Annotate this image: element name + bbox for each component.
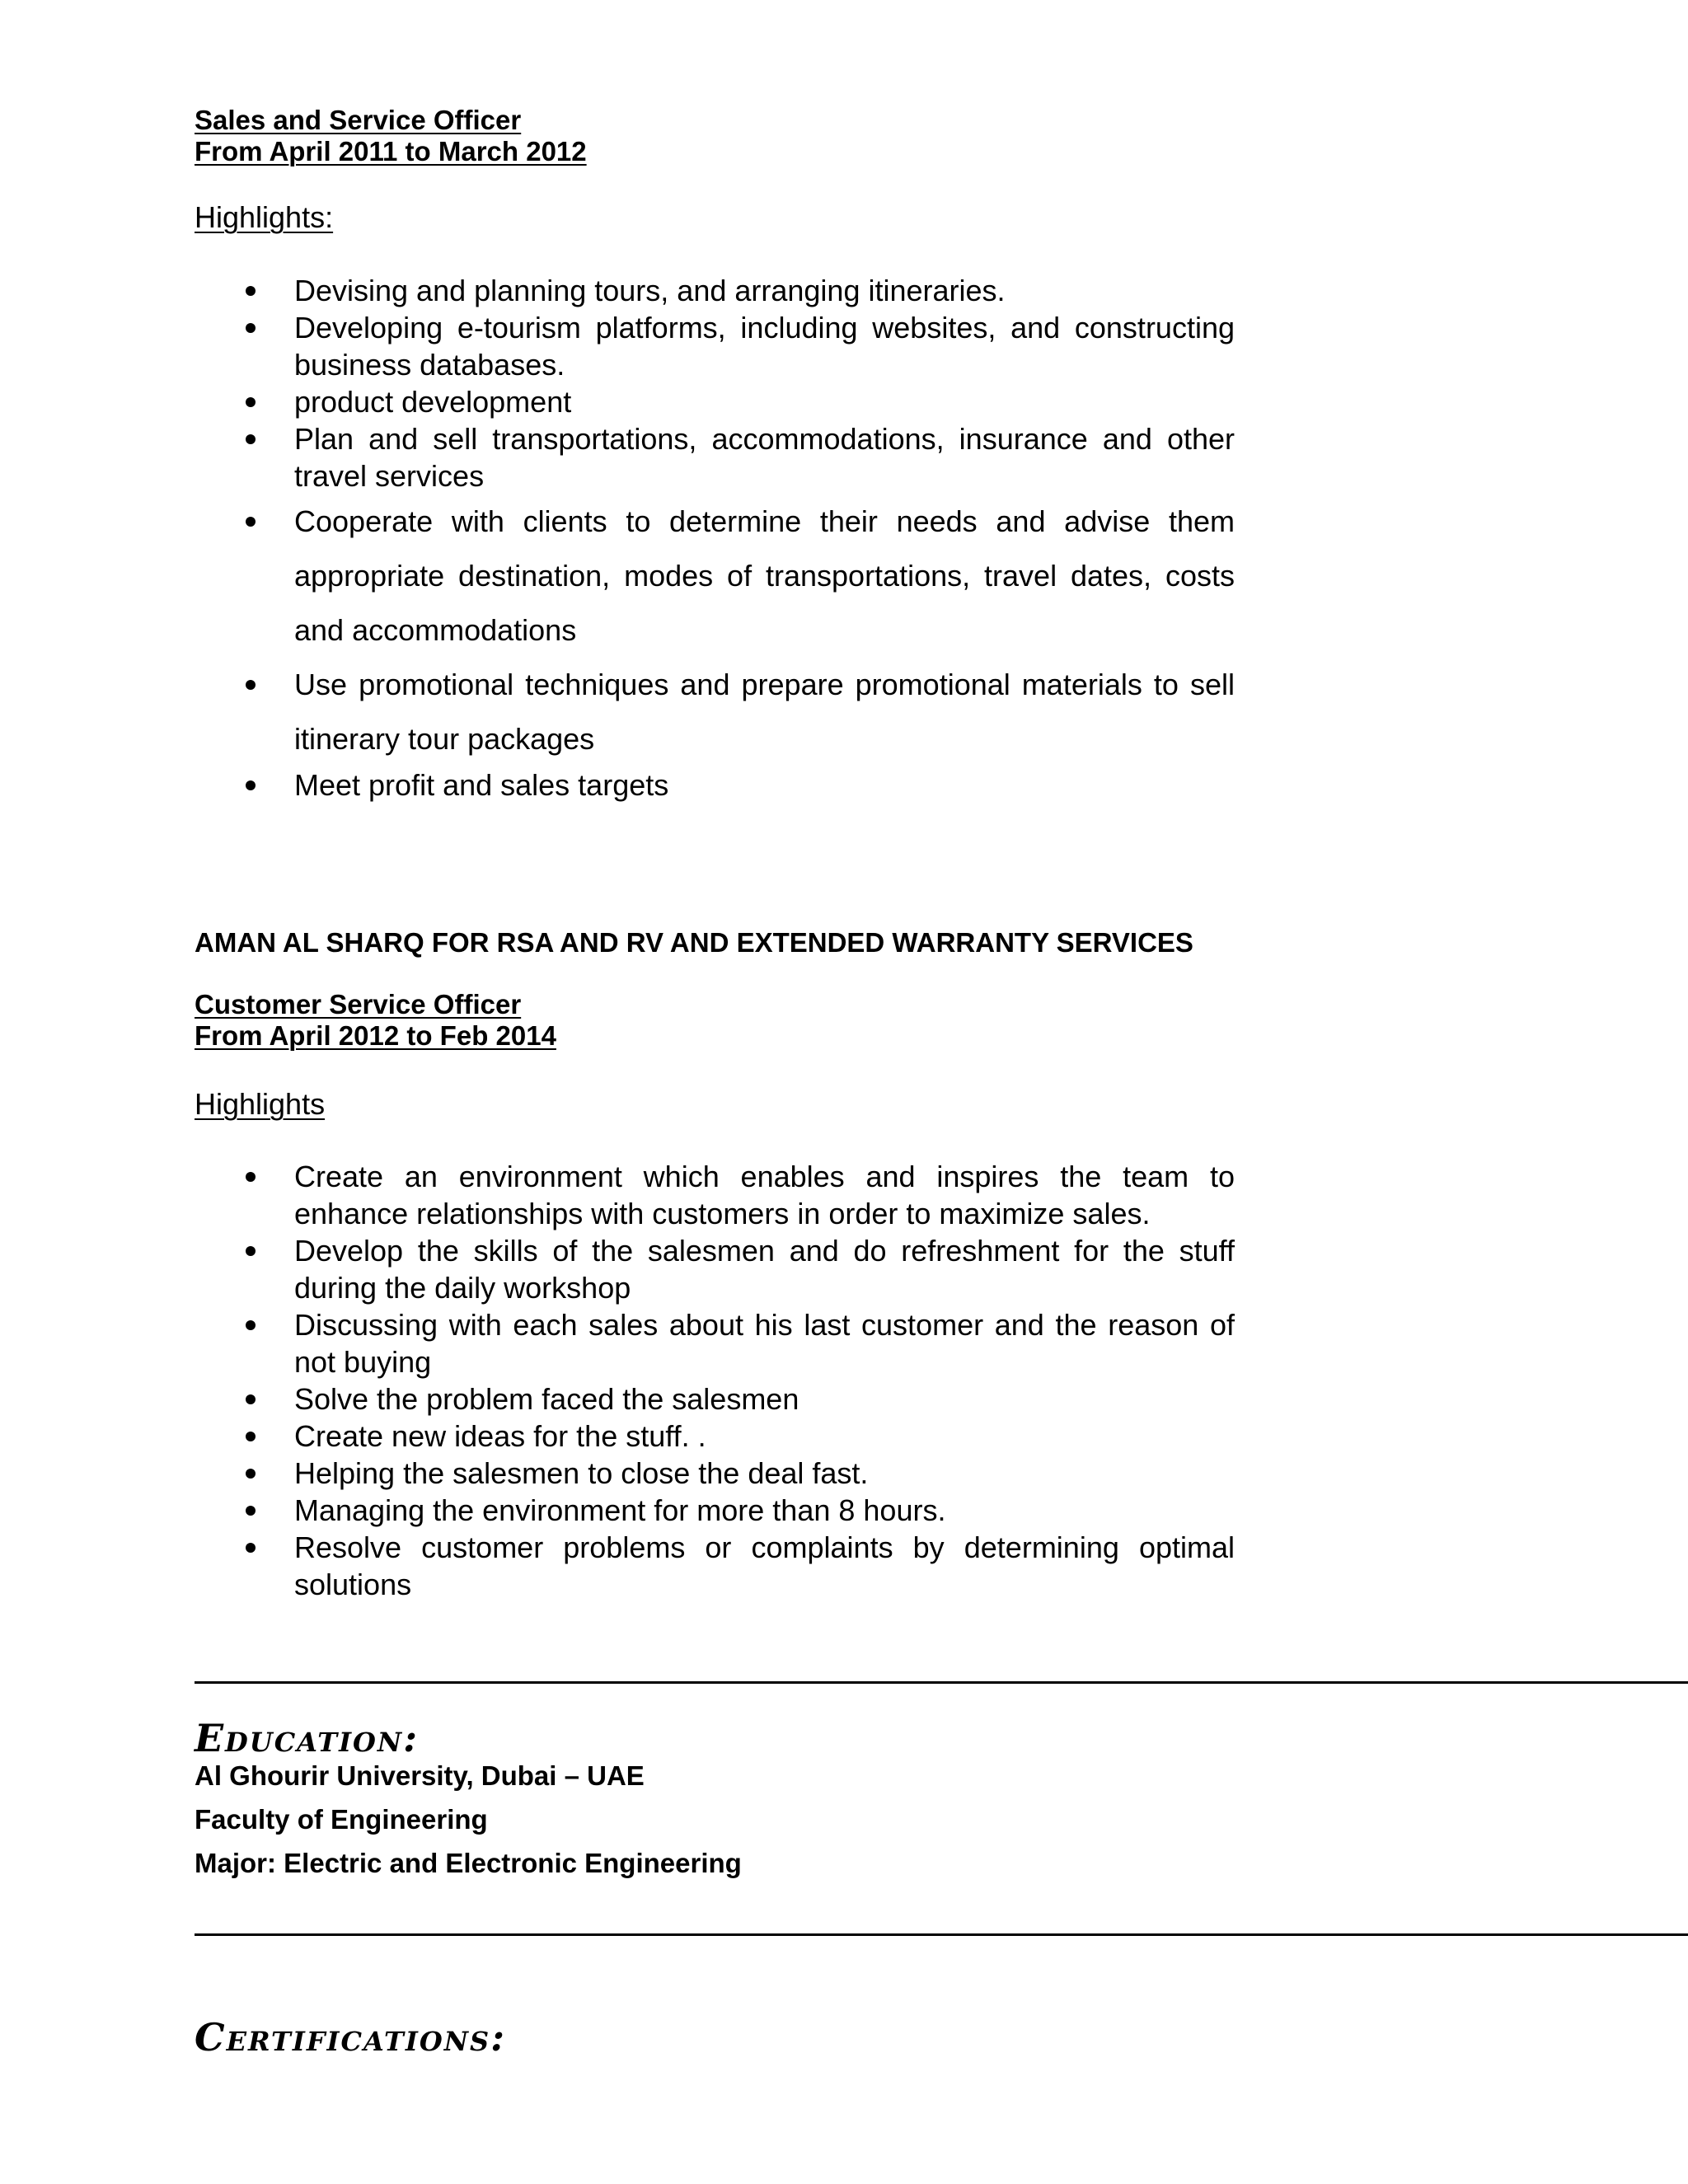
certifications-heading: Certifications: — [195, 2015, 507, 2060]
highlights-list — [195, 1158, 1235, 1603]
job-title: Sales and Service Officer — [195, 105, 522, 135]
list-item: Resolve customer problems or complaints by determining optimal solutions — [195, 1529, 1235, 1603]
list-item: Use promotional techniques and prepare promotional materials to sell itinerary tour packages — [195, 658, 1235, 766]
section-divider — [195, 1933, 1688, 1936]
company-name: AMAN AL SHARQ FOR RSA AND RV AND EXTENDED WARRANTY SERVICES — [195, 927, 1193, 958]
highlights-label: Highlights — [195, 1087, 326, 1121]
list-item: product development — [195, 383, 1235, 420]
highlights-label: Highlights: — [195, 200, 334, 234]
highlights-list — [195, 272, 1235, 804]
list-item: Plan and sell transportations, accommodations, insurance and other travel services — [195, 420, 1235, 494]
list-item: Developing e-tourism platforms, including websites, and constructing business databases. — [195, 309, 1235, 383]
list-item: Managing the environment for more than 8 hours. — [195, 1492, 1235, 1529]
list-item: Discussing with each sales about his last customer and the reason of not buying — [195, 1306, 1235, 1380]
job-dates: From April 2011 to March 2012 — [195, 136, 587, 166]
section-divider — [195, 1681, 1688, 1684]
education-heading: Education: — [195, 1716, 420, 1760]
list-item: Create an environment which enables and inspires the team to enhance relationships with customers in order to maximize sales. — [195, 1158, 1235, 1232]
job-dates: From April 2012 to Feb 2014 — [195, 1020, 556, 1051]
education-major: Major: Electric and Electronic Engineering — [195, 1848, 742, 1878]
list-item: Cooperate with clients to determine their needs and advise them appropriate destination, modes of transportations, travel dates, costs and accommodations — [195, 494, 1235, 658]
education-faculty: Faculty of Engineering — [195, 1804, 488, 1835]
job-header — [195, 105, 587, 167]
list-item: Devising and planning tours, and arranging itineraries. — [195, 272, 1235, 309]
education-university: Al Ghourir University, Dubai – UAE — [195, 1760, 645, 1791]
list-item: Solve the problem faced the salesmen — [195, 1380, 1235, 1418]
list-item: Create new ideas for the stuff. . — [195, 1418, 1235, 1455]
list-item: Develop the skills of the salesmen and do refreshment for the stuff during the daily workshop — [195, 1232, 1235, 1306]
job-title: Customer Service Officer — [195, 989, 522, 1019]
list-item: Helping the salesmen to close the deal fast. — [195, 1455, 1235, 1492]
list-item: Meet profit and sales targets — [195, 766, 1235, 804]
job-header — [195, 989, 556, 1052]
